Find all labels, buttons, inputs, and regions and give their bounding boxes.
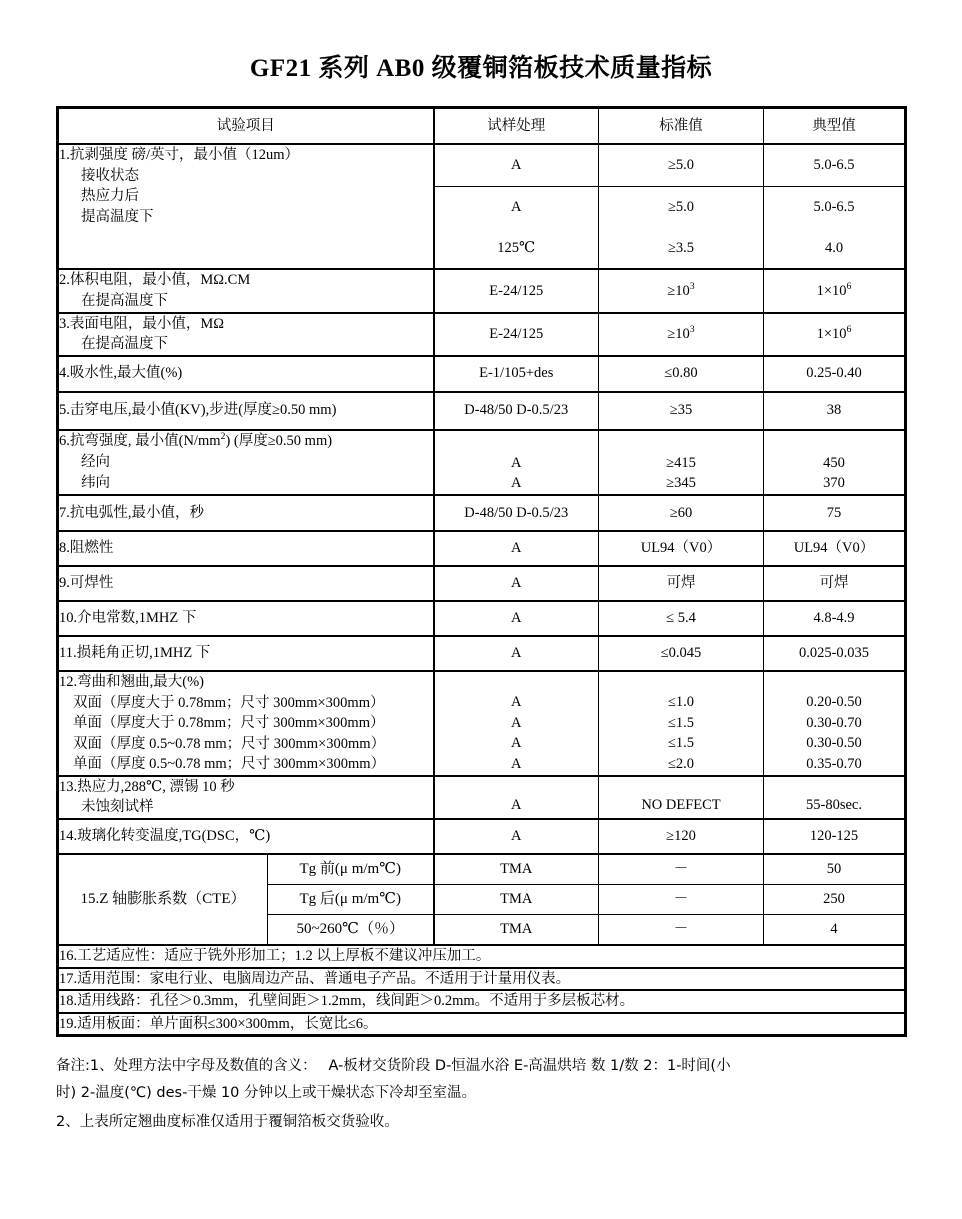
row-4-standard: ≤0.80 — [599, 356, 764, 392]
table-row — [58, 531, 906, 566]
row-6-title — [59, 431, 433, 452]
row-1-typical-1: 5.0-6.5 — [764, 144, 906, 187]
table-row — [58, 945, 906, 968]
row-13-title: 13.热应力,288℃, 漂锡 10 秒 — [59, 778, 235, 795]
row-1-sub-2: 热应力后 — [81, 188, 139, 205]
row-2-typical-exp: 6 — [846, 280, 852, 292]
row-1-treatment-3: 125℃ — [434, 228, 599, 270]
row-13-treatment: A — [434, 776, 599, 819]
table-header — [58, 108, 906, 145]
note-line-2: 时) 2-温度(℃) des-干燥 10 分钟以上或干燥状态下冷却至室温。 — [56, 1085, 477, 1102]
row-12-item — [58, 671, 434, 776]
row-2-standard — [599, 269, 764, 312]
row-7-treatment: D-48/50 D-0.5/23 — [434, 495, 599, 531]
row-2-title: 2.体积电阻，最小值，MΩ.CM — [59, 272, 251, 289]
row-12-typical-1: 0.20-0.50 — [764, 671, 906, 713]
footer-notes — [56, 1037, 906, 1135]
row-11-treatment: A — [434, 636, 599, 671]
row-1-standard-1: ≥5.0 — [599, 144, 764, 187]
row-4-item: 4.吸水性,最大值(%) — [58, 356, 434, 392]
row-1-sub-3: 提高温度下 — [81, 208, 154, 225]
row-15-standard-1: － — [599, 854, 764, 885]
row-3-typical — [764, 313, 906, 356]
row-6-typical-2: 370 — [764, 473, 906, 495]
row-12-standard-2: ≤1.5 — [599, 713, 764, 734]
row-2-treatment: E-24/125 — [434, 269, 599, 312]
row-10-standard: ≤ 5.4 — [599, 601, 764, 636]
row-3-standard-base: ≥10 — [667, 325, 690, 342]
row-13-typical: 55-80sec. — [764, 776, 906, 819]
row-2-item — [58, 269, 434, 312]
row-12-standard-3: ≤1.5 — [599, 733, 764, 754]
row-4-typical: 0.25-0.40 — [764, 356, 906, 392]
table-row — [58, 313, 906, 356]
row-6-item — [58, 430, 434, 495]
row-15-sub-1: Tg 前(μ m/m℃) — [299, 860, 401, 877]
row-13-item — [58, 776, 434, 819]
row-6-title-exp: 2 — [220, 431, 226, 443]
row-9-typical: 可焊 — [764, 566, 906, 601]
table-row — [58, 671, 906, 713]
table-row — [58, 392, 906, 430]
row-12-typical-2: 0.30-0.70 — [764, 713, 906, 734]
row-3-title: 3.表面电阻，最小值，MΩ — [59, 315, 225, 332]
row-2-sub-1: 在提高温度下 — [81, 293, 168, 310]
page-title: GF21 系列 AB0 级覆铜箔板技术质量指标 — [249, 55, 713, 82]
row-2-typical-base: 1×10 — [816, 282, 847, 299]
note-line-1: 备注:1、处理方法中字母及数值的含义： A-板材交货阶段 D-恒温水浴 E-高温烘培 数 1/数 2：1-时间(小 — [56, 1058, 731, 1075]
row-6-sub-1: 经向 — [81, 454, 110, 471]
row-12-sub-2: 单面（厚度大于 0.78mm；尺寸 300mm×300mm） — [73, 715, 385, 732]
row-15-standard-3: － — [599, 914, 764, 945]
row-15-treatment-1: TMA — [434, 854, 599, 885]
row-1-typical-2: 5.0-6.5 — [764, 187, 906, 228]
row-1-treatment-2: A — [434, 187, 599, 228]
row-4-treatment: E-1/105+des — [434, 356, 599, 392]
row-6-standard-2: ≥345 — [599, 473, 764, 495]
row-9-standard: 可焊 — [599, 566, 764, 601]
row-10-treatment: A — [434, 601, 599, 636]
row-11-typical: 0.025-0.035 — [764, 636, 906, 671]
row-12-sub-1: 双面（厚度大于 0.78mm；尺寸 300mm×300mm） — [73, 694, 385, 711]
row-1-treatment-1: A — [434, 144, 599, 187]
row-11-standard: ≤0.045 — [599, 636, 764, 671]
row-15-typical-2: 250 — [764, 884, 906, 914]
row-6-title-b: ) (厚度≥0.50 mm) — [225, 433, 333, 450]
row-15-typical-3: 4 — [764, 914, 906, 945]
row-9-treatment: A — [434, 566, 599, 601]
row-1-typical-3: 4.0 — [764, 228, 906, 270]
row-5-treatment: D-48/50 D-0.5/23 — [434, 392, 599, 430]
row-9-item: 9.可焊性 — [58, 566, 434, 601]
col-header-item: 试验项目 — [58, 108, 434, 145]
row-15-treatment-2: TMA — [434, 884, 599, 914]
row-3-typical-base: 1×10 — [816, 325, 847, 342]
row-12-standard-1: ≤1.0 — [599, 671, 764, 713]
row-16-text: 16.工艺适应性：适应于铣外形加工；1.2 以上厚板不建议冲压加工。 — [58, 945, 906, 968]
table-row — [58, 1013, 906, 1036]
row-12-sub-4: 单面（厚度 0.5~0.78 mm；尺寸 300mm×300mm） — [73, 756, 386, 773]
row-10-item: 10.介电常数,1MHZ 下 — [58, 601, 434, 636]
row-12-treatment-2: A — [434, 713, 599, 734]
row-7-item: 7.抗电弧性,最小值，秒 — [58, 495, 434, 531]
table-row — [58, 269, 906, 312]
row-1-title: 1.抗剥强度 磅/英寸，最小值（12um） — [59, 147, 300, 163]
row-8-treatment: A — [434, 531, 599, 566]
row-15-standard-2: － — [599, 884, 764, 914]
table-body — [58, 144, 906, 1036]
row-12-typical-3: 0.30-0.50 — [764, 733, 906, 754]
row-1-standard-2: ≥5.0 — [599, 187, 764, 228]
row-8-typical: UL94（V0） — [764, 531, 906, 566]
row-6-sub-2: 纬向 — [81, 474, 110, 491]
table-row — [58, 968, 906, 991]
row-12-typical-4: 0.35-0.70 — [764, 754, 906, 776]
row-12-treatment-4: A — [434, 754, 599, 776]
table-row — [58, 819, 906, 854]
row-6-treatment-1: A — [434, 430, 599, 474]
row-12-treatment-3: A — [434, 733, 599, 754]
row-10-typical: 4.8-4.9 — [764, 601, 906, 636]
cte-row — [59, 855, 433, 885]
row-14-typical: 120-125 — [764, 819, 906, 854]
col-header-treatment: 试样处理 — [434, 108, 599, 145]
row-3-typical-exp: 6 — [846, 324, 852, 336]
row-12-title: 12.弯曲和翘曲,最大(%) — [59, 673, 204, 690]
row-12-treatment-1: A — [434, 671, 599, 713]
row-3-sub-1: 在提高温度下 — [81, 336, 168, 353]
row-14-standard: ≥120 — [599, 819, 764, 854]
table-row — [58, 601, 906, 636]
table-row — [58, 990, 906, 1013]
row-3-standard-exp: 3 — [689, 324, 695, 336]
table-row — [58, 495, 906, 531]
row-3-item — [58, 313, 434, 356]
row-15-typical-1: 50 — [764, 854, 906, 885]
col-header-typical: 典型值 — [764, 108, 906, 145]
table-row — [58, 636, 906, 671]
row-13-standard: NO DEFECT — [599, 776, 764, 819]
row-3-standard — [599, 313, 764, 356]
row-5-standard: ≥35 — [599, 392, 764, 430]
row-15-treatment-3: TMA — [434, 914, 599, 945]
row-13-sub-1: 未蚀刻试样 — [81, 799, 154, 816]
table-row — [58, 144, 906, 187]
row-14-item: 14.玻璃化转变温度,TG(DSC，℃) — [58, 819, 434, 854]
row-8-item: 8.阻燃性 — [58, 531, 434, 566]
row-5-typical: 38 — [764, 392, 906, 430]
row-6-title-a: 6.抗弯强度, 最小值(N/mm — [59, 433, 221, 450]
table-row — [58, 356, 906, 392]
row-5-item: 5.击穿电压,最小值(KV),步进(厚度≥0.50 mm) — [58, 392, 434, 430]
table-row — [58, 776, 906, 819]
row-7-standard: ≥60 — [599, 495, 764, 531]
row-6-typical-1: 450 — [764, 430, 906, 474]
row-11-item: 11.损耗角正切,1MHZ 下 — [58, 636, 434, 671]
row-12-sub-3: 双面（厚度 0.5~0.78 mm；尺寸 300mm×300mm） — [73, 735, 386, 752]
row-19-text: 19.适用板面：单片面积≤300×300mm，长宽比≤6。 — [58, 1013, 906, 1036]
row-12-standard-4: ≤2.0 — [599, 754, 764, 776]
row-6-treatment-2: A — [434, 473, 599, 495]
row-8-standard: UL94（V0） — [599, 531, 764, 566]
row-2-standard-exp: 3 — [689, 280, 695, 292]
table-header-row — [58, 108, 906, 145]
row-15-sub-3: 50~260℃（％） — [268, 914, 433, 944]
row-3-treatment: E-24/125 — [434, 313, 599, 356]
cte-subtable — [59, 855, 433, 944]
row-2-typical — [764, 269, 906, 312]
row-15-item — [58, 854, 434, 945]
table-row — [58, 430, 906, 474]
spec-table — [56, 106, 907, 1037]
row-6-standard-1: ≥415 — [599, 430, 764, 474]
row-7-typical: 75 — [764, 495, 906, 531]
row-15-label: 15.Z 轴膨胀系数（CTE） — [59, 855, 268, 944]
spec-table-container — [56, 106, 906, 1037]
row-18-text: 18.适用线路：孔径＞0.3mm，孔壁间距＞1.2mm，线间距＞0.2mm。不适用于多层板芯材。 — [58, 990, 906, 1013]
row-1-standard-3: ≥3.5 — [599, 228, 764, 270]
row-1-sub-1: 接收状态 — [81, 167, 139, 184]
col-header-standard: 标准值 — [599, 108, 764, 145]
row-17-text: 17.适用范围：家电行业、电脑周边产品、普通电子产品。不适用于计量用仪表。 — [58, 968, 906, 991]
note-line-3: 2、上表所定翘曲度标准仅适用于覆铜箔板交货验收。 — [56, 1113, 399, 1130]
table-row — [58, 566, 906, 601]
row-1-item — [58, 144, 434, 269]
row-15-sub-2: Tg 后(μ m/m℃) — [268, 884, 433, 914]
row-2-standard-base: ≥10 — [667, 282, 690, 299]
row-14-treatment: A — [434, 819, 599, 854]
table-row — [58, 854, 906, 885]
